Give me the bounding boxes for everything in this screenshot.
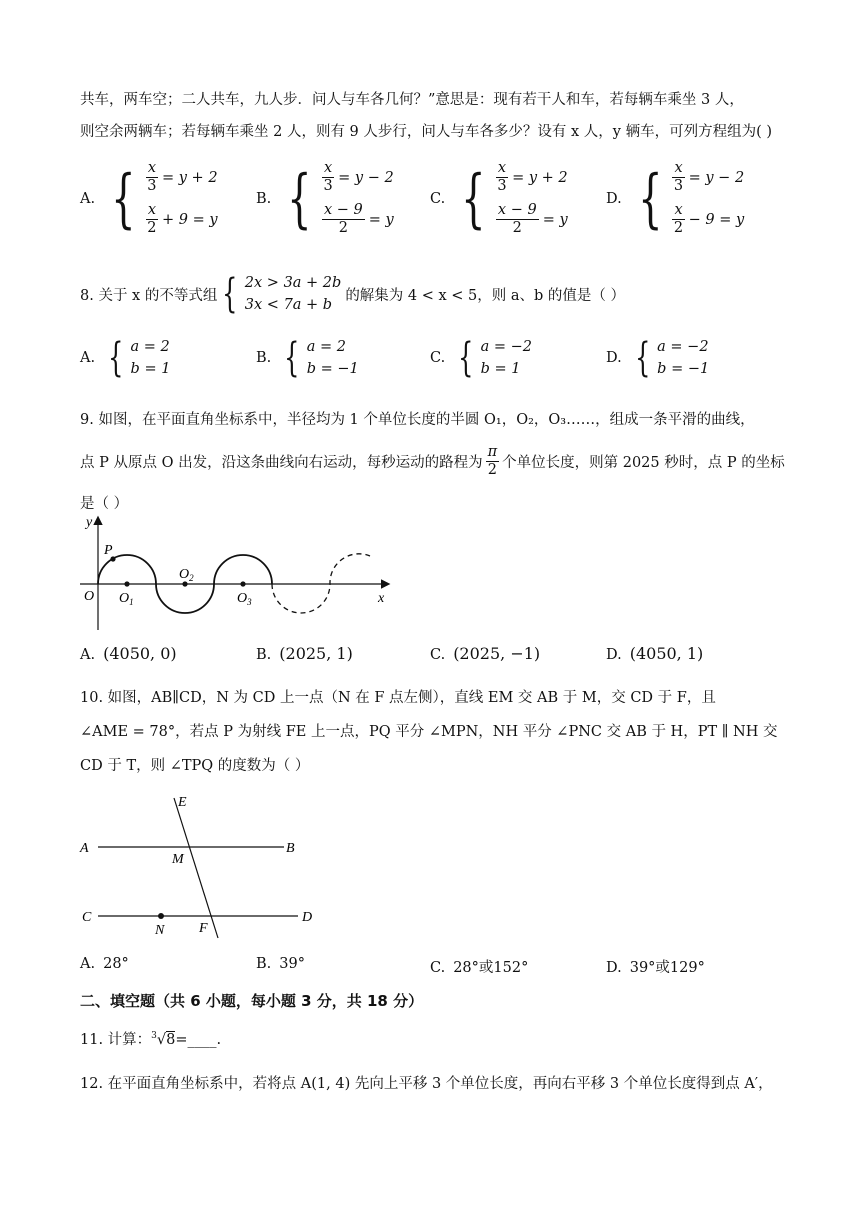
frac-num: x − 9 xyxy=(496,202,539,220)
option-label: B. xyxy=(256,956,272,972)
q9-line-2a: 点 P 从原点 O 出发，沿这条曲线向右运动，每秒运动的路程为 xyxy=(80,455,483,472)
option-label: D. xyxy=(606,960,622,976)
f-label: F xyxy=(199,921,208,936)
q9-line-1: 9. 如图，在平面直角坐标系中，半径均为 1 个单位长度的半圆 O₁，O₂，O₃……，组成一条平滑的曲线， xyxy=(80,412,755,428)
q8-prefix: 8. 关于 x 的不等式组 xyxy=(80,287,218,304)
option-text: (4050, 0) xyxy=(103,644,177,663)
system-eq: b = −1 xyxy=(306,361,359,378)
q8-suffix: 的解集为 4 < x < 5，则 a、b 的值是（ ） xyxy=(345,287,626,304)
frac-den: 2 xyxy=(673,220,684,237)
q9-option-c xyxy=(430,644,540,663)
o3-label: $O_3$ xyxy=(237,591,252,607)
q11-prefix: 11. 计算： xyxy=(80,1032,152,1048)
frac-num: x xyxy=(146,160,158,178)
eq-rest: = y xyxy=(368,211,394,228)
section-2-title: 二、填空题（共 6 小题，每小题 3 分，共 18 分） xyxy=(80,992,424,1010)
point-n xyxy=(158,913,164,919)
q9-option-b xyxy=(256,644,353,663)
frac-den: 3 xyxy=(497,178,507,195)
system-eq: a = −2 xyxy=(657,339,709,355)
q11-line xyxy=(80,1028,221,1049)
x-label: x xyxy=(378,591,385,606)
option-text: 39°或129° xyxy=(629,960,705,976)
frac-num: x xyxy=(146,202,158,220)
system-eq: b = −1 xyxy=(657,361,710,378)
option-text: (4050, 1) xyxy=(629,644,704,663)
option-label: C. xyxy=(430,960,446,976)
option-label: D. xyxy=(606,647,622,663)
q10-option-a xyxy=(80,956,129,972)
p-label: P xyxy=(104,543,113,558)
option-label: A. xyxy=(80,350,96,367)
brace-icon: { xyxy=(287,161,312,236)
brace-icon: { xyxy=(111,161,136,236)
q12-line: 12. 在平面直角坐标系中，若将点 A(1, 4) 先向上平移 3 个单位长度，再向右平移 3 个单位长度得到点 A′， xyxy=(80,1076,773,1092)
system-eq: a = 2 xyxy=(306,339,346,355)
q7-line-2: 则空余两辆车；若每辆车乘坐 2 人，则有 9 人步行，问人与车各多少？设有 x 人，y 辆车，可列方程组为( ) xyxy=(80,124,773,140)
q10-option-c xyxy=(430,956,528,977)
option-label: B. xyxy=(256,190,272,207)
o1-label: $O_1$ xyxy=(119,591,134,607)
q10-option-b xyxy=(256,956,305,972)
option-text: (2025, −1) xyxy=(453,644,541,663)
q8-option-b xyxy=(256,336,359,381)
option-label: B. xyxy=(256,350,272,367)
q10-line-3: CD 于 T，则 ∠TPQ 的度数为（ ） xyxy=(80,758,310,774)
q7-option-b xyxy=(256,160,394,238)
frac-num: x − 9 xyxy=(322,202,365,220)
option-label: A. xyxy=(80,647,96,663)
frac-num: x xyxy=(672,202,684,220)
q8-system xyxy=(217,272,341,317)
q9-option-d xyxy=(606,644,703,663)
q9-line-2 xyxy=(80,444,785,480)
q9-fraction xyxy=(486,444,500,480)
q11-root-index: 3 xyxy=(151,1031,157,1042)
option-label: C. xyxy=(430,350,446,367)
eq-rest: = y − 2 xyxy=(338,169,394,186)
b-label: B xyxy=(286,841,295,856)
q10-line-1: 10. 如图，AB∥CD，N 为 CD 上一点（N 在 F 点左侧），直线 EM 交 AB 于 M，交 CD 于 F，且 xyxy=(80,690,716,706)
option-label: A. xyxy=(80,190,96,207)
eq-rest: + 9 = y xyxy=(162,211,218,228)
q8-eq-2: 3x < 7a + b xyxy=(244,297,333,314)
m-label: M xyxy=(172,852,184,867)
brace-icon: { xyxy=(634,335,651,382)
c-label: C xyxy=(82,910,92,925)
q9-figure xyxy=(70,510,400,635)
frac-num: x xyxy=(672,160,684,178)
frac-den: 2 xyxy=(338,220,348,237)
q9-option-a xyxy=(80,644,177,663)
option-label: C. xyxy=(430,190,446,207)
y-label: y xyxy=(86,515,93,530)
brace-icon: { xyxy=(222,271,238,318)
q10-option-d xyxy=(606,956,705,977)
brace-icon: { xyxy=(284,335,300,382)
option-text: (2025, 1) xyxy=(279,644,353,663)
q11-radicand: 8 xyxy=(166,1032,176,1048)
brace-icon: { xyxy=(458,335,474,382)
option-text: 28°或152° xyxy=(453,960,529,976)
q11-suffix: =____. xyxy=(175,1032,222,1048)
option-text: 39° xyxy=(279,956,305,972)
option-label: D. xyxy=(606,350,622,367)
frac-num: x xyxy=(496,160,508,178)
q9-line-3: 是（ ） xyxy=(80,496,129,512)
eq-rest: − 9 = y xyxy=(688,211,745,228)
o2-label: $O_2$ xyxy=(179,567,194,583)
q10-figure xyxy=(76,790,336,940)
q9-line-2b: 个单位长度，则第 2025 秒时，点 P 的坐标 xyxy=(502,455,785,472)
q8-stem xyxy=(80,272,625,317)
q8-option-d xyxy=(606,336,709,381)
n-label: N xyxy=(155,923,165,938)
radical-icon: √ xyxy=(156,1032,167,1048)
q9-frac-num: π xyxy=(486,444,500,462)
point-o2 xyxy=(182,581,187,586)
q8-eq-1: 2x > 3a + 2b xyxy=(244,275,342,291)
system-eq: a = 2 xyxy=(130,339,170,355)
q10-line-2: ∠AME = 78°，若点 P 为射线 FE 上一点，PQ 平分 ∠MPN，NH 平分 ∠PNC 交 AB 于 H，PT ∥ NH 交 xyxy=(80,724,778,740)
q8-option-c xyxy=(430,336,532,381)
frac-den: 3 xyxy=(147,178,157,195)
q8-option-a xyxy=(80,336,170,381)
system-eq: a = −2 xyxy=(480,339,533,355)
line-ef xyxy=(174,798,218,938)
option-label: A. xyxy=(80,956,96,972)
a-label: A xyxy=(80,841,89,856)
point-o3 xyxy=(240,581,245,586)
q7-option-c xyxy=(430,160,568,238)
system-eq: b = 1 xyxy=(480,361,521,378)
eq-rest: = y − 2 xyxy=(688,169,745,186)
point-o1 xyxy=(124,581,129,586)
brace-icon: { xyxy=(108,335,124,382)
brace-icon: { xyxy=(461,161,486,236)
q9-frac-den: 2 xyxy=(487,462,497,479)
d-label: D xyxy=(302,910,313,925)
eq-rest: = y xyxy=(542,211,568,228)
q7-line-1: 共车，两车空；二人共车，九人步．问人与车各几何？”意思是：现有若干人和车，若每辆车乘坐 3 人， xyxy=(80,92,744,108)
frac-den: 3 xyxy=(323,178,333,195)
system-eq: b = 1 xyxy=(130,361,171,378)
e-label: E xyxy=(178,795,187,810)
q7-option-a xyxy=(80,160,218,238)
frac-num: x xyxy=(322,160,334,178)
frac-den: 3 xyxy=(673,178,684,195)
option-text: 28° xyxy=(103,956,129,972)
frac-den: 2 xyxy=(147,220,157,237)
option-label: D. xyxy=(606,190,622,207)
option-label: C. xyxy=(430,647,446,663)
brace-icon: { xyxy=(637,161,663,236)
eq-rest: = y + 2 xyxy=(512,169,568,186)
q7-option-d xyxy=(606,160,744,238)
origin-label: O xyxy=(84,589,95,604)
eq-rest: = y + 2 xyxy=(162,169,218,186)
option-label: B. xyxy=(256,647,272,663)
frac-den: 2 xyxy=(512,220,522,237)
